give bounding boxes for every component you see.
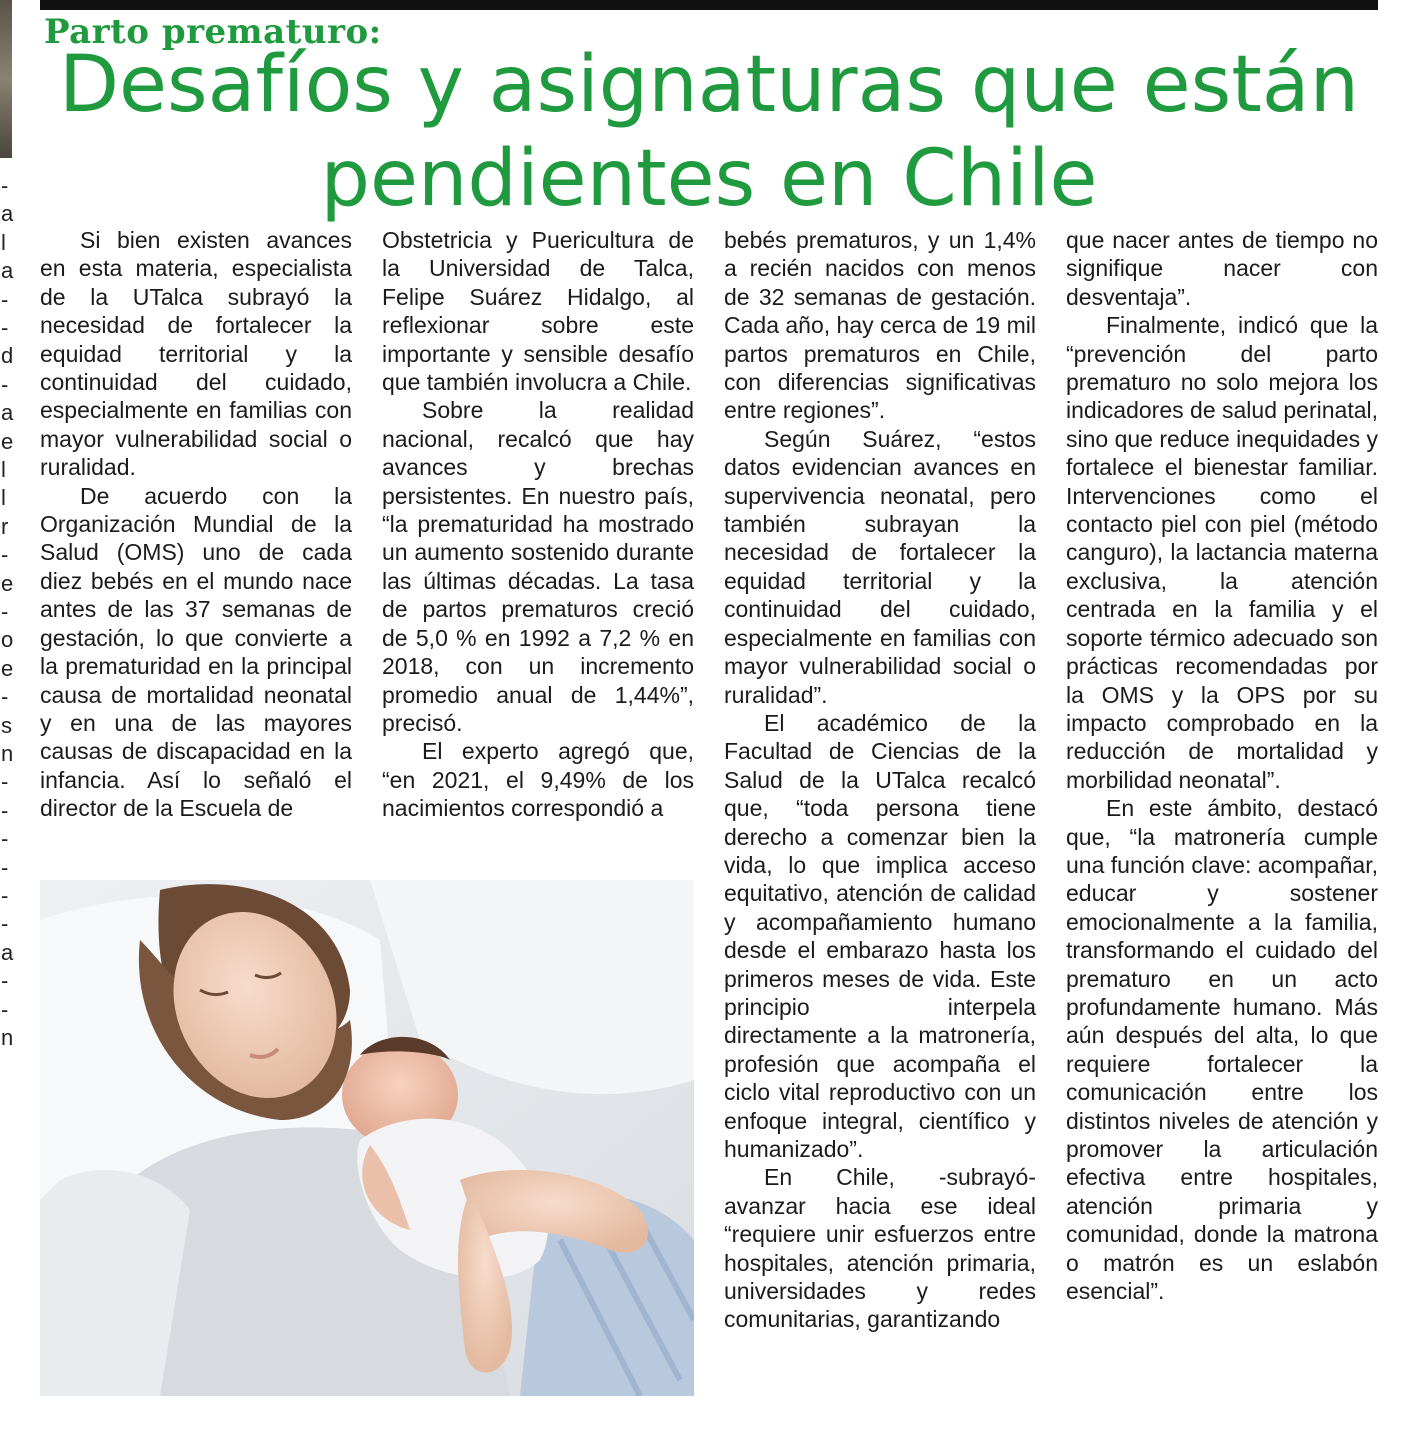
- adjacent-fragment: a: [1, 939, 14, 965]
- adjacent-fragment: -: [1, 599, 9, 624]
- adjacent-fragment: -: [1, 173, 9, 198]
- headline-line: pendientes en Chile: [320, 134, 1098, 224]
- adjacent-fragment: l: [1, 485, 6, 511]
- adjacent-fragment: -: [1, 315, 9, 340]
- body-paragraph: Según Suárez, “estos datos evidencian avances en supervivencia neonatal, pero también subrayan la necesidad de fortalecer la equidad territorial y la continuidad del cuidado, especialmente en familias con mayor vulnerabilidad social o ruralidad”.: [724, 425, 1036, 708]
- adjacent-fragment: -: [1, 371, 9, 397]
- adjacent-fragment: -: [1, 826, 9, 852]
- adjacent-fragment: -: [1, 883, 9, 908]
- adjacent-fragment: -: [1, 286, 9, 312]
- body-paragraph: que nacer antes de tiempo no signifique nacer con desventaja”.: [1066, 227, 1378, 310]
- body-paragraph: Si bien existen avances en esta materia, especialista de la UTalca subrayó la necesidad de fortalecer la equidad territorial y la continuidad del cuidado, especialmente en familias con mayor vulnerabilidad social o ruralidad.: [40, 227, 352, 481]
- adjacent-fragment: -: [1, 968, 9, 994]
- adjacent-fragment: e: [1, 570, 14, 596]
- body-paragraph: Obstetricia y Puericultura de la Universidad de Talca, Felipe Suárez Hidalgo, al reflexionar sobre este importante y sensible desafío que también involucra a Chile.: [382, 227, 694, 396]
- mother-and-newborn-photo: [40, 880, 694, 1396]
- body-column-4: [1066, 226, 1378, 1305]
- adjacent-fragment: e: [1, 428, 14, 454]
- body-paragraph: Finalmente, indicó que la “prevención del parto prematuro no solo mejora los indicadores de salud perinatal, sino que reduce inequidades y fortalece el bienestar familiar. Intervenciones como el contacto piel con piel (método canguro), la lactancia materna exclusiva, la atención centrada en la familia y el soporte térmico adecuado son prácticas recomendadas por la OMS y la OPS por su impacto comprobado en la reducción de mortalidad y morbilidad neonatal”.: [1066, 312, 1379, 793]
- body-column-1: [40, 226, 352, 823]
- adjacent-fragment: d: [1, 343, 14, 369]
- adjacent-fragment: -: [1, 769, 9, 795]
- body-paragraph: Sobre la realidad nacional, recalcó que hay avances y brechas persistentes. En nuestro país, “la prematuridad ha mostrado un aumento sostenido durante las últimas décadas. La tasa de partos prematuros creció de 5,0 % en 1992 a 7,2 % en 2018, con un incremento promedio anual de 1,44%”, precisó.: [382, 397, 694, 736]
- body-paragraph: bebés prematuros, y un 1,4% a recién nacidos con menos de 32 semanas de gestación. Cada año, hay cerca de 19 mil partos prematuros en Chile, con diferencias significativas entre regiones”.: [724, 227, 1036, 424]
- body-column-3: [724, 226, 1036, 1334]
- adjacent-fragment: n: [1, 741, 14, 766]
- body-paragraph: El académico de la Facultad de Ciencias de la Salud de la UTalca recalcó que, “toda persona tiene derecho a comenzar bien la vida, lo que implica acceso equitativo, atención de calidad y acompañamiento humano desde el embarazo hasta los primeros meses de vida. Este principio interpela directamente a la matronería, profesión que acompaña el ciclo vital reproductivo con un enfoque integral, científico y humanizado”.: [724, 709, 1036, 1162]
- adjacent-photo-edge: [0, 0, 12, 158]
- adjacent-fragment: a: [1, 258, 14, 284]
- adjacent-fragment: -: [1, 684, 9, 710]
- adjacent-fragment: s: [1, 712, 12, 738]
- adjacent-article-strip: [0, 0, 14, 1436]
- body-paragraph: El experto agregó que, “en 2021, el 9,49% de los nacimientos correspondió a: [382, 738, 694, 822]
- adjacent-fragment: l: [1, 229, 6, 255]
- body-paragraph: De acuerdo con la Organización Mundial de la Salud (OMS) uno de cada diez bebés en el mundo nace antes de las 37 semanas de gestación, lo que convierte a la prematuridad en la principal causa de mortalidad neonatal y en una de las mayores causas de discapacidad en la infancia. Así lo señaló el director de la Escuela de: [40, 482, 352, 822]
- top-rule: [40, 0, 1378, 10]
- adjacent-fragment: -: [1, 854, 9, 880]
- photo-illustration: [40, 880, 694, 1396]
- body-column-2: [382, 226, 694, 823]
- adjacent-fragment: -: [1, 797, 9, 823]
- adjacent-fragment: o: [1, 627, 14, 653]
- adjacent-fragment: a: [1, 400, 14, 426]
- adjacent-fragment: l: [1, 457, 6, 482]
- adjacent-fragment: e: [1, 655, 14, 681]
- adjacent-fragment: r: [1, 513, 9, 539]
- adjacent-fragment: -: [1, 911, 9, 937]
- adjacent-fragment: -: [1, 996, 9, 1022]
- adjacent-fragment: n: [1, 1025, 14, 1050]
- article-kicker: Parto prematuro:: [44, 12, 382, 52]
- article-headline: [40, 38, 1378, 226]
- headline-line: Desafíos y asignaturas que están: [58, 40, 1360, 130]
- body-paragraph: En Chile, -subrayó- avanzar hacia ese ideal “requiere unir esfuerzos entre hospitales, atención primaria, universidades y redes comunitarias, garantizando: [724, 1164, 1036, 1333]
- adjacent-fragment: a: [1, 201, 14, 227]
- body-paragraph: En este ámbito, destacó que, “la matronería cumple una función clave: acompañar, educar y sostener emocionalmente a la familia, transformando el cuidado del prematuro en un acto profundamente humano. Más aún después del alta, lo que requiere fortalecer la comunicación entre los distintos niveles de atención y promover la articulación efectiva entre hospitales, atención primaria y comunidad, donde la matrona o matrón es un eslabón esencial”.: [1066, 795, 1378, 1305]
- adjacent-fragment: -: [1, 542, 9, 568]
